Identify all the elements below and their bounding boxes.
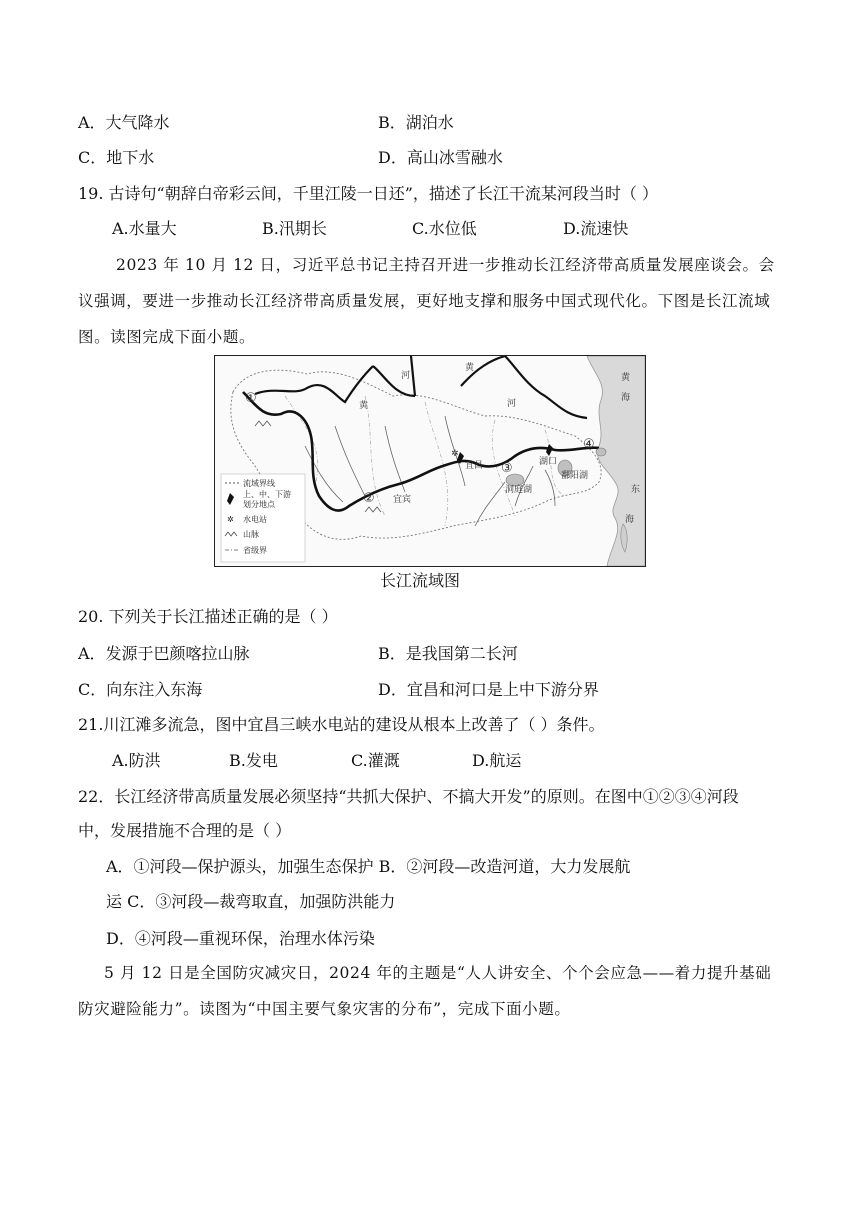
q21-stem: 21.川江滩多流急，图中宜昌三峡水电站的建设从根本上改善了（ ）条件。 — [78, 715, 605, 734]
q20-option-b: B．是我国第二长河 — [378, 644, 518, 663]
legend-division-2: 划分地点 — [243, 500, 275, 509]
intro-paragraph-yangtze: 2023 年 10 月 12 日，习近平总书记主持召开进一步推动长江经济带高质量发展座谈会。会议强调，要进一步推动长江经济带高质量发展，更好地支撑和服务中国式现代化。下图是长江流域图。读图完成下面小题。 — [78, 256, 775, 346]
map-label-poyanghu: 鄱阳湖 — [561, 471, 589, 481]
hydropower-station-icon: ✲ — [451, 449, 459, 459]
map-caption: 长江流域图 — [380, 571, 461, 590]
map-marker-2: ② — [363, 491, 375, 506]
q21-option-c: C.灌溉 — [351, 751, 400, 770]
map-marker-3: ③ — [501, 461, 513, 476]
map-legend — [221, 474, 305, 562]
map-label-yibin: 宜宾 — [393, 495, 412, 505]
q19-stem: 19. 古诗句“朝辞白帝彩云间，千里江陵一日还”，描述了长江干流某河段当时（ ） — [78, 184, 658, 203]
q21-option-a: A.防洪 — [112, 751, 161, 770]
legend-hydro: 水电站 — [243, 515, 267, 524]
legend-hydro-icon: ✲ — [227, 515, 234, 524]
yangtze-map-svg — [215, 356, 645, 566]
map-label-huang2: 黄 — [465, 363, 475, 373]
q20-option-d: D．宜昌和河口是上中下游分界 — [378, 680, 599, 699]
legend-division-1: 上、中、下游 — [243, 490, 291, 499]
legend-boundary: 流域界线 — [243, 479, 275, 488]
map-marker-1: ① — [245, 391, 257, 406]
intro-paragraph-disaster: 5 月 12 日是全国防灾减灾日，2024 年的主题是“人人讲安全、个个会应急——着力提升基础防灾避险能力”。读图为“中国主要气象灾害的分布”，完成下面小题。 — [78, 964, 772, 1018]
q19-option-c: C.水位低 — [412, 219, 477, 238]
map-label-he1: 河 — [401, 371, 411, 381]
q19-option-d: D.流速快 — [563, 219, 629, 238]
q22-stem-line2: 中，发展措施不合理的是（ ） — [78, 821, 292, 840]
legend-province: 省级界 — [243, 546, 267, 555]
q22-stem-line1: 22．长江经济带高质量发展必须坚持“共抓大保护、不搞大开发”的原则。在图中①②③④河段 — [78, 787, 739, 806]
map-label-huanghai-2: 海 — [621, 393, 631, 403]
q18-option-b: B．湖泊水 — [378, 113, 454, 132]
q18-option-a: A．大气降水 — [78, 113, 170, 132]
q22-options-line3: D．④河段—重视环保，治理水体污染 — [106, 929, 375, 948]
q19-option-b: B.汛期长 — [262, 219, 327, 238]
q19-option-a: A.水量大 — [112, 219, 177, 238]
q21-option-b: B.发电 — [229, 751, 278, 770]
q20-stem: 20. 下列关于长江描述正确的是（ ） — [78, 607, 338, 626]
map-label-huanghai-1: 黄 — [621, 373, 631, 383]
map-label-hai: 海 — [625, 515, 635, 525]
q22-options-line2: 运 C．③河段—裁弯取直，加强防洪能力 — [106, 892, 396, 911]
q18-option-d: D．高山冰雪融水 — [378, 148, 503, 167]
q20-option-c: C．向东注入东海 — [78, 680, 203, 699]
map-label-he2: 河 — [507, 399, 517, 409]
map-marker-4: ④ — [583, 437, 595, 452]
q21-option-d: D.航运 — [472, 751, 522, 770]
q22-options-line1: A．①河段—保护源头，加强生态保护 B．②河段—改造河道，大力发展航 — [106, 857, 631, 876]
legend-mountain: 山脉 — [243, 530, 259, 539]
map-label-huang1: 黄 — [359, 401, 369, 411]
q20-option-a: A．发源于巴颜喀拉山脉 — [78, 644, 250, 663]
yangtze-basin-map — [214, 355, 646, 567]
q18-option-c: C．地下水 — [78, 148, 155, 167]
map-label-hukou: 湖口 — [539, 457, 558, 467]
map-label-dong: 东 — [631, 485, 641, 495]
map-label-yichang: 宜昌 — [465, 461, 484, 471]
map-label-dongtinghu: 洞庭湖 — [505, 485, 533, 495]
